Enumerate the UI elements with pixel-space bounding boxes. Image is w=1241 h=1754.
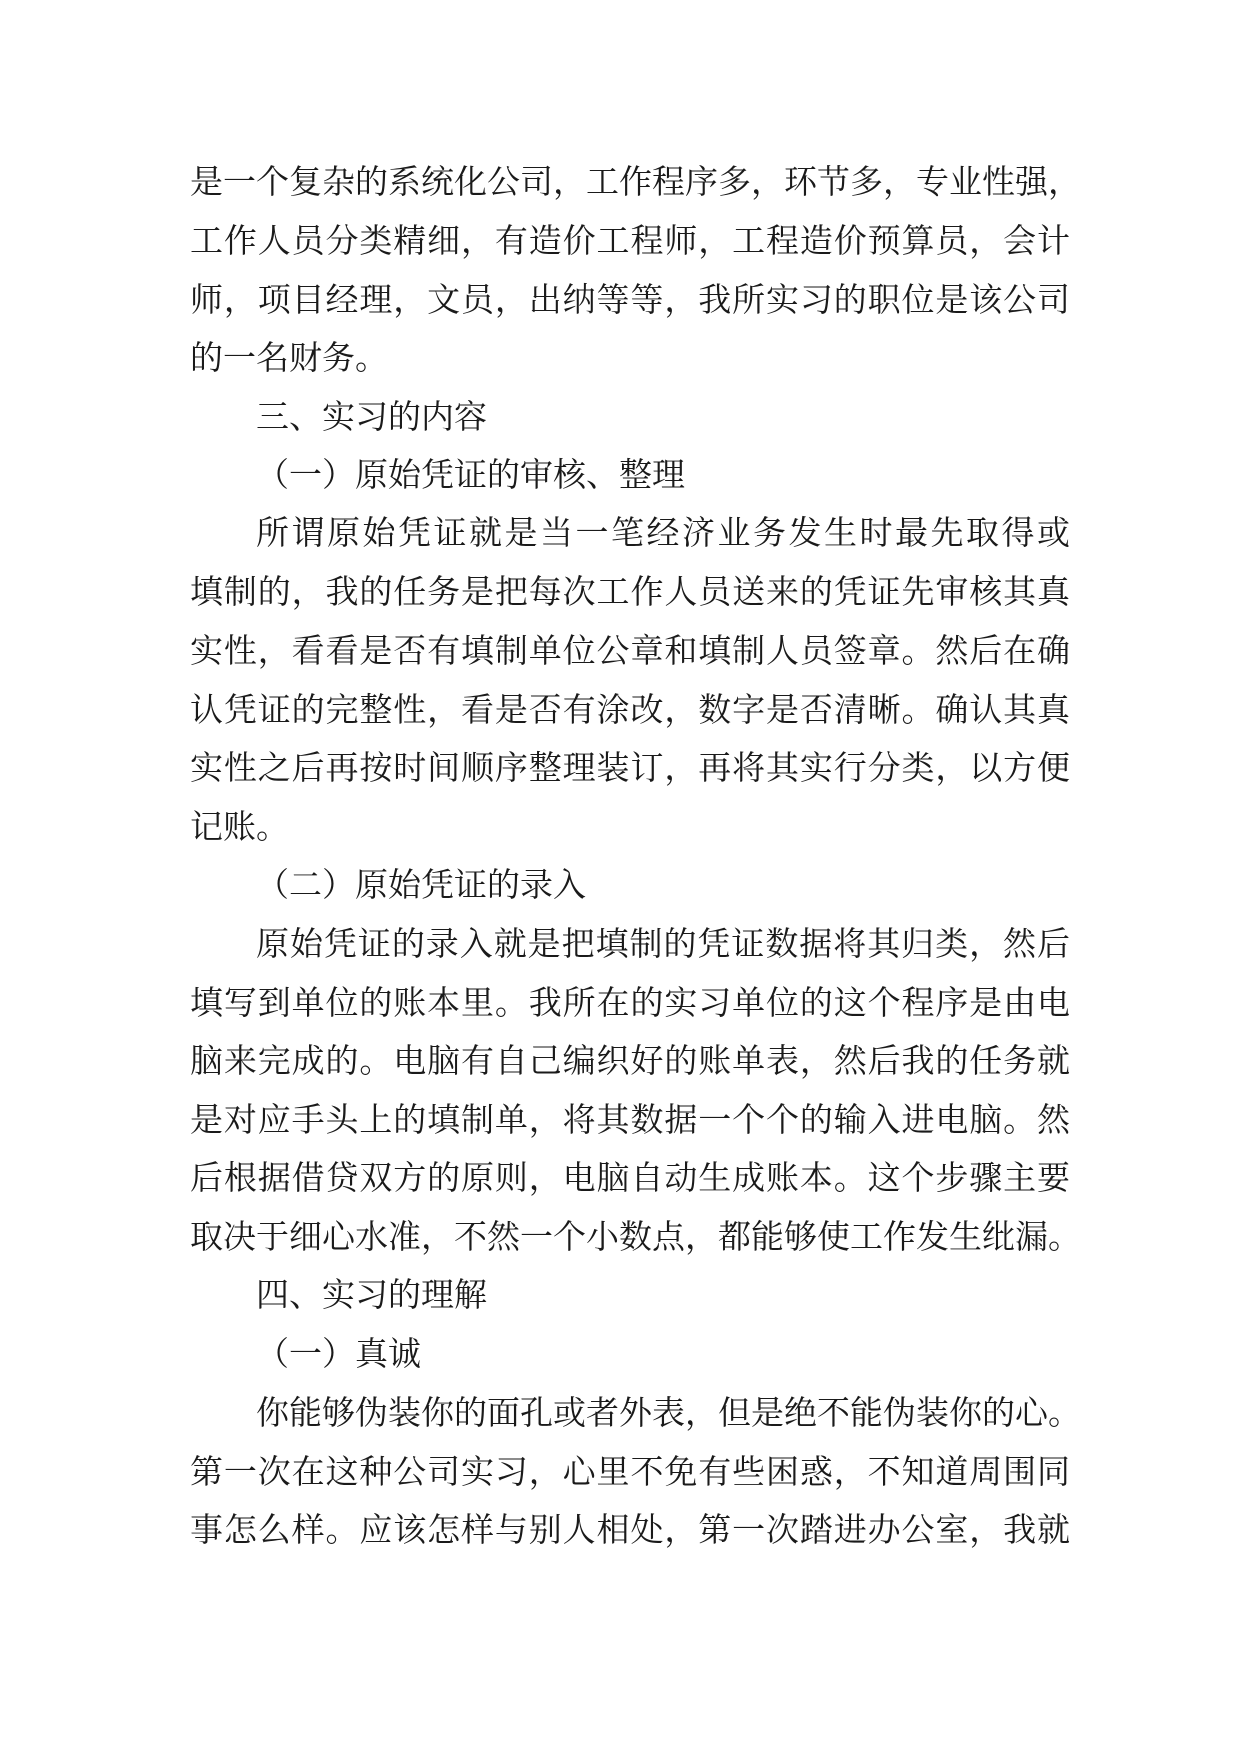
paragraph-line: 填制的，我的任务是把每次工作人员送来的凭证先审核其真 [190, 572, 1070, 611]
paragraph-line: 后根据借贷双方的原则，电脑自动生成账本。这个步骤主要 [190, 1158, 1070, 1197]
paragraph-line: 的一名财务。 [190, 338, 388, 377]
paragraph-line: 所谓原始凭证就是当一笔经济业务发生时最先取得或 [256, 513, 1070, 552]
paragraph-line: 取决于细心水准，不然一个小数点，都能够使工作发生纰漏。 [190, 1217, 1081, 1256]
paragraph-line: 是一个复杂的系统化公司，工作程序多，环节多，专业性强， [190, 162, 1081, 201]
paragraph-line: 事怎么样。应该怎样与别人相处，第一次踏进办公室，我就 [190, 1510, 1070, 1549]
paragraph-line: 第一次在这种公司实习，心里不免有些困惑，不知道周围同 [190, 1452, 1070, 1491]
paragraph-line: 填写到单位的账本里。我所在的实习单位的这个程序是由电 [190, 983, 1070, 1022]
subsection-heading: （一）真诚 [256, 1334, 421, 1373]
paragraph-line: 实性，看看是否有填制单位公章和填制人员签章。然后在确 [190, 631, 1070, 670]
paragraph-line: 你能够伪装你的面孔或者外表，但是绝不能伪装你的心。 [256, 1393, 1081, 1432]
paragraph-line: 原始凭证的录入就是把填制的凭证数据将其归类，然后 [256, 924, 1070, 963]
paragraph-line: 工作人员分类精细，有造价工程师，工程造价预算员，会计 [190, 221, 1070, 260]
section-heading: 三、实习的内容 [256, 397, 487, 436]
paragraph-line: 记账。 [190, 807, 289, 846]
paragraph-line: 是对应手头上的填制单，将其数据一个个的输入进电脑。然 [190, 1100, 1070, 1139]
paragraph-line: 认凭证的完整性，看是否有涂改，数字是否清晰。确认其真 [190, 690, 1070, 729]
paragraph-line: 实性之后再按时间顺序整理装订，再将其实行分类，以方便 [190, 748, 1070, 787]
section-heading: 四、实习的理解 [256, 1275, 487, 1314]
subsection-heading: （一）原始凭证的审核、整理 [256, 455, 685, 494]
paragraph-line: 师，项目经理，文员，出纳等等，我所实习的职位是该公司 [190, 280, 1070, 319]
subsection-heading: （二）原始凭证的录入 [256, 865, 586, 904]
paragraph-line: 脑来完成的。电脑有自己编织好的账单表，然后我的任务就 [190, 1041, 1070, 1080]
